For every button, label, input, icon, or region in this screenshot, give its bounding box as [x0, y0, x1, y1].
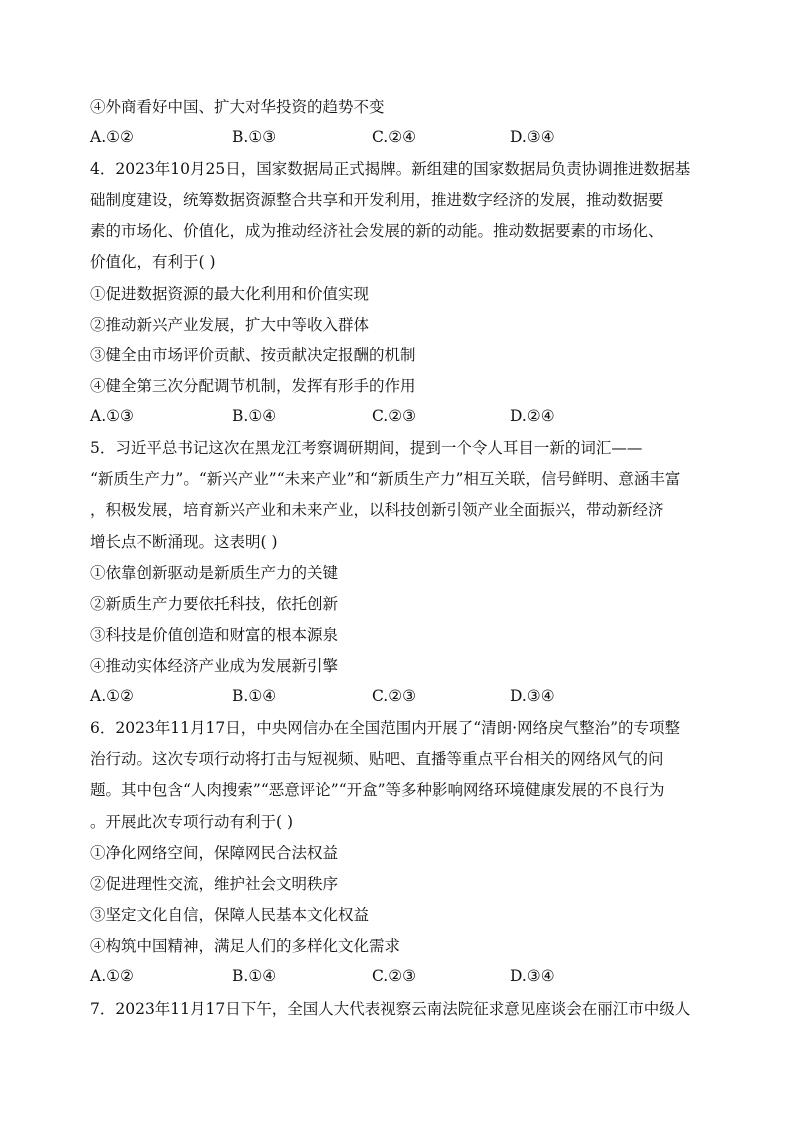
- q6-options: [90, 967, 690, 987]
- q3-item-4: ④外商看好中国、扩大对华投资的趋势不变: [90, 98, 385, 116]
- q6-stem-line: 6．2023年11月17日，中央网信办在全国范围内开展了“清朗·网络戾气整治”的专项整: [90, 719, 681, 737]
- q4-item-1: ①促进数据资源的最大化利用和价值实现: [90, 285, 370, 303]
- q5-item-1: ①依靠创新驱动是新质生产力的关键: [90, 564, 339, 582]
- q3-options: [90, 128, 690, 148]
- q4-item-3: ③健全由市场评价贡献、按贡献决定报酬的机制: [90, 346, 416, 364]
- q3-option-d: D.③④: [510, 128, 555, 146]
- q6-stem-line: 题。其中包含“人肉搜索”“恶意评论”“开盒”等多种影响网络环境健康发展的不良行为: [90, 781, 665, 799]
- q7-stem-line: 7．2023年11月17日下午，全国人大代表视察云南法院征求意见座谈会在丽江市中级人: [90, 1000, 691, 1018]
- q5-option-b: B.①④: [232, 687, 277, 705]
- q5-stem-line: 增长点不断涌现。这表明( ): [90, 533, 278, 551]
- q5-stem-line: ，积极发展，培育新兴产业和未来产业，以科技创新引领产业全面振兴，带动新经济: [90, 501, 664, 519]
- q3-option-b: B.①③: [232, 128, 277, 146]
- q5-options: [90, 687, 690, 707]
- q6-stem-line: 。开展此次专项行动有利于( ): [90, 813, 294, 831]
- q4-stem-line: 4．2023年10月25日，国家数据局正式揭牌。新组建的国家数据局负责协调推进数据基: [90, 160, 691, 178]
- q5-stem-line: “新质生产力”。“新兴产业”“未来产业”和“新质生产力”相互关联，信号鲜明、意涵丰富: [90, 470, 681, 488]
- q6-item-2: ②促进理性交流，维护社会文明秩序: [90, 875, 339, 893]
- q5-option-d: D.③④: [510, 687, 555, 705]
- q6-option-b: B.①④: [232, 967, 277, 985]
- q3-option-a: A.①②: [90, 128, 134, 146]
- q5-item-3: ③科技是价值创造和财富的根本源泉: [90, 626, 339, 644]
- q5-item-2: ②新质生产力要依托科技，依托创新: [90, 595, 339, 613]
- q4-option-b: B.①④: [232, 407, 277, 425]
- q4-stem-line: 价值化，有利于( ): [90, 253, 216, 271]
- q6-item-1: ①净化网络空间，保障网民合法权益: [90, 844, 339, 862]
- q5-item-4: ④推动实体经济产业成为发展新引擎: [90, 657, 339, 675]
- q5-stem-line: 5．习近平总书记这次在黑龙江考察调研期间，提到一个令人耳目一新的词汇——: [90, 439, 643, 457]
- q6-item-4: ④构筑中国精神，满足人们的多样化文化需求: [90, 937, 401, 955]
- q6-option-d: D.③④: [510, 967, 555, 985]
- q4-stem-line: 础制度建设，统筹数据资源整合共享和开发利用，推进数字经济的发展，推动数据要: [90, 191, 664, 209]
- q6-stem-line: 治行动。这次专项行动将打击与短视频、贴吧、直播等重点平台相关的网络风气的问: [90, 750, 664, 768]
- q4-item-2: ②推动新兴产业发展，扩大中等收入群体: [90, 316, 370, 334]
- q5-option-c: C.②③: [372, 687, 417, 705]
- q4-options: [90, 407, 690, 427]
- q6-item-3: ③坚定文化自信，保障人民基本文化权益: [90, 906, 370, 924]
- q4-stem-line: 素的市场化、价值化，成为推动经济社会发展的新的动能。推动数据要素的市场化、: [90, 222, 664, 240]
- q5-option-a: A.①②: [90, 687, 134, 705]
- q4-option-c: C.②③: [372, 407, 417, 425]
- q6-option-c: C.②③: [372, 967, 417, 985]
- q4-item-4: ④健全第三次分配调节机制，发挥有形手的作用: [90, 377, 416, 395]
- q4-option-d: D.②④: [510, 407, 555, 425]
- q3-option-c: C.②④: [372, 128, 417, 146]
- q6-option-a: A.①②: [90, 967, 134, 985]
- q4-option-a: A.①③: [90, 407, 134, 425]
